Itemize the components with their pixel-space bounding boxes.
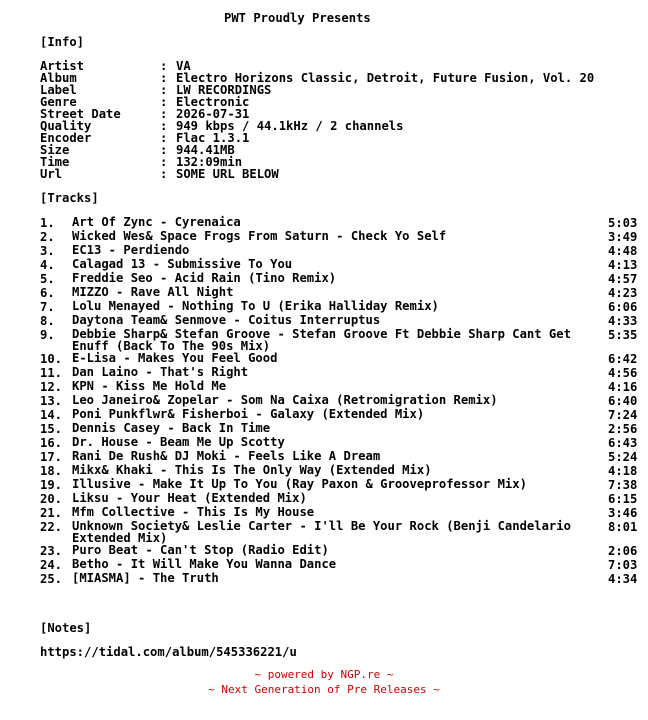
nfo-document [40, 12, 640, 658]
track-row [40, 558, 640, 572]
track-list [40, 216, 640, 586]
track-row [40, 216, 640, 230]
info-row [40, 96, 640, 108]
track-duration: 8:01 [608, 520, 638, 534]
track-number: 14. [40, 408, 63, 422]
track-row [40, 436, 640, 450]
info-row [40, 156, 640, 168]
track-row [40, 520, 640, 544]
track-title: Freddie Seo - Acid Rain (Tino Remix) [72, 271, 337, 285]
track-title: Poni Punkflwr& Fisherboi - Galaxy (Extended Mix) [72, 407, 425, 421]
track-title: Calagad 13 - Submissive To You [72, 257, 293, 271]
track-row [40, 544, 640, 558]
track-number: 7. [40, 300, 55, 314]
track-title: Dr. House - Beam Me Up Scotty [72, 435, 285, 449]
track-number: 16. [40, 436, 63, 450]
track-duration: 4:57 [608, 272, 638, 286]
track-number: 17. [40, 450, 63, 464]
track-title: Rani De Rush& DJ Moki - Feels Like A Dream [72, 449, 381, 463]
info-section-label: [Info] [40, 35, 85, 49]
track-title: Puro Beat - Can't Stop (Radio Edit) [72, 543, 329, 557]
release-header: PWT Proudly Presents [224, 11, 371, 25]
track-number: 25. [40, 572, 63, 586]
info-value: LW RECORDINGS [176, 83, 272, 97]
track-row [40, 230, 640, 244]
track-duration: 6:15 [608, 492, 638, 506]
info-row [40, 168, 640, 180]
info-separator: : [160, 83, 168, 97]
track-title: Daytona Team& Senmove - Coitus Interruptus [72, 313, 381, 327]
track-title: Lolu Menayed - Nothing To U (Erika Halliday Remix) [72, 299, 439, 313]
track-title: Illusive - Make It Up To You (Ray Paxon & Grooveprofessor Mix) [72, 477, 527, 491]
track-duration: 4:18 [608, 464, 638, 478]
track-title: Art Of Zync - Cyrenaica [72, 215, 241, 229]
track-row [40, 464, 640, 478]
tracks-section-label: [Tracks] [40, 191, 99, 205]
track-row [40, 380, 640, 394]
track-duration: 5:03 [608, 216, 638, 230]
track-duration: 7:03 [608, 558, 638, 572]
track-row [40, 300, 640, 314]
info-separator: : [160, 167, 168, 181]
info-value: Flac 1.3.1 [176, 131, 250, 145]
info-value: VA [176, 59, 191, 73]
info-separator: : [160, 95, 168, 109]
track-title: Mikx& Khaki - This Is The Only Way (Extended Mix) [72, 463, 432, 477]
track-row [40, 492, 640, 506]
track-number: 4. [40, 258, 55, 272]
track-duration: 7:24 [608, 408, 638, 422]
info-key: Size [40, 143, 70, 157]
track-duration: 4:16 [608, 380, 638, 394]
info-separator: : [160, 143, 168, 157]
info-key: Quality [40, 119, 92, 133]
info-row [40, 132, 640, 144]
track-duration: 5:24 [608, 450, 638, 464]
track-row [40, 272, 640, 286]
track-title: Debbie Sharp& Stefan Groove - Stefan Groove Ft Debbie Sharp Cant Get Enuff (Back To The 90s Mix) [72, 327, 571, 353]
info-key: Encoder [40, 131, 92, 145]
track-duration: 7:38 [608, 478, 638, 492]
info-separator: : [160, 119, 168, 133]
info-separator: : [160, 155, 168, 169]
info-key: Album [40, 71, 77, 85]
info-value: Electro Horizons Classic, Detroit, Future Fusion, Vol. 20 [176, 71, 595, 85]
track-number: 10. [40, 352, 63, 366]
info-row [40, 120, 640, 132]
track-number: 11. [40, 366, 63, 380]
track-title: Mfm Collective - This Is My House [72, 505, 315, 519]
track-row [40, 408, 640, 422]
track-number: 5. [40, 272, 55, 286]
track-number: 19. [40, 478, 63, 492]
track-duration: 3:46 [608, 506, 638, 520]
info-key: Url [40, 167, 63, 181]
footer-powered-by: ~ powered by NGP.re ~ [254, 668, 394, 681]
track-title: E-Lisa - Makes You Feel Good [72, 351, 278, 365]
info-value: Electronic [176, 95, 250, 109]
track-row [40, 422, 640, 436]
track-number: 9. [40, 328, 55, 342]
track-number: 2. [40, 230, 55, 244]
track-duration: 4:23 [608, 286, 638, 300]
track-row [40, 366, 640, 380]
track-number: 15. [40, 422, 63, 436]
info-separator: : [160, 71, 168, 85]
info-row [40, 84, 640, 96]
info-value: 132:09min [176, 155, 243, 169]
track-row [40, 314, 640, 328]
info-separator: : [160, 131, 168, 145]
track-duration: 4:13 [608, 258, 638, 272]
track-duration: 2:06 [608, 544, 638, 558]
track-number: 12. [40, 380, 63, 394]
track-duration: 4:48 [608, 244, 638, 258]
track-duration: 2:56 [608, 422, 638, 436]
notes-section-label: [Notes] [40, 621, 92, 635]
track-duration: 6:42 [608, 352, 638, 366]
track-number: 1. [40, 216, 55, 230]
info-key: Artist [40, 59, 85, 73]
track-number: 21. [40, 506, 63, 520]
track-row [40, 478, 640, 492]
track-number: 22. [40, 520, 63, 534]
track-row [40, 394, 640, 408]
track-title: Leo Janeiro& Zopelar - Som Na Caixa (Retromigration Remix) [72, 393, 498, 407]
track-number: 24. [40, 558, 63, 572]
track-duration: 6:40 [608, 394, 638, 408]
track-duration: 6:43 [608, 436, 638, 450]
info-fields [40, 60, 640, 180]
track-title: EC13 - Perdiendo [72, 243, 190, 257]
track-row [40, 572, 640, 586]
info-row [40, 144, 640, 156]
info-key: Street Date [40, 107, 121, 121]
info-value: 2026-07-31 [176, 107, 250, 121]
notes-url: https://tidal.com/album/545336221/u [40, 645, 297, 659]
track-row [40, 286, 640, 300]
info-value: SOME URL BELOW [176, 167, 279, 181]
track-duration: 3:49 [608, 230, 638, 244]
info-value: 949 kbps / 44.1kHz / 2 channels [176, 119, 404, 133]
track-duration: 4:34 [608, 572, 638, 586]
track-title: MIZZO - Rave All Night [72, 285, 234, 299]
info-key: Genre [40, 95, 77, 109]
track-duration: 4:56 [608, 366, 638, 380]
info-row [40, 72, 640, 84]
track-title: [MIASMA] - The Truth [72, 571, 219, 585]
track-number: 8. [40, 314, 55, 328]
track-title: Unknown Society& Leslie Carter - I'll Be Your Rock (Benji Candelario Extended Mix) [72, 519, 571, 545]
footer-tagline: ~ Next Generation of Pre Releases ~ [208, 683, 440, 696]
info-separator: : [160, 59, 168, 73]
track-number: 20. [40, 492, 63, 506]
track-row [40, 506, 640, 520]
track-duration: 5:35 [608, 328, 638, 342]
track-row [40, 450, 640, 464]
track-title: Dan Laino - That's Right [72, 365, 249, 379]
track-title: Betho - It Will Make You Wanna Dance [72, 557, 337, 571]
track-title: Wicked Wes& Space Frogs From Saturn - Check Yo Self [72, 229, 447, 243]
track-number: 18. [40, 464, 63, 478]
track-row [40, 244, 640, 258]
track-number: 23. [40, 544, 63, 558]
track-number: 13. [40, 394, 63, 408]
track-row [40, 328, 640, 352]
info-key: Label [40, 83, 77, 97]
track-title: Liksu - Your Heat (Extended Mix) [72, 491, 307, 505]
track-title: KPN - Kiss Me Hold Me [72, 379, 227, 393]
info-key: Time [40, 155, 70, 169]
track-number: 6. [40, 286, 55, 300]
track-duration: 4:33 [608, 314, 638, 328]
info-value: 944.41MB [176, 143, 235, 157]
track-row [40, 352, 640, 366]
track-row [40, 258, 640, 272]
track-duration: 6:06 [608, 300, 638, 314]
info-separator: : [160, 107, 168, 121]
track-title: Dennis Casey - Back In Time [72, 421, 271, 435]
track-number: 3. [40, 244, 55, 258]
